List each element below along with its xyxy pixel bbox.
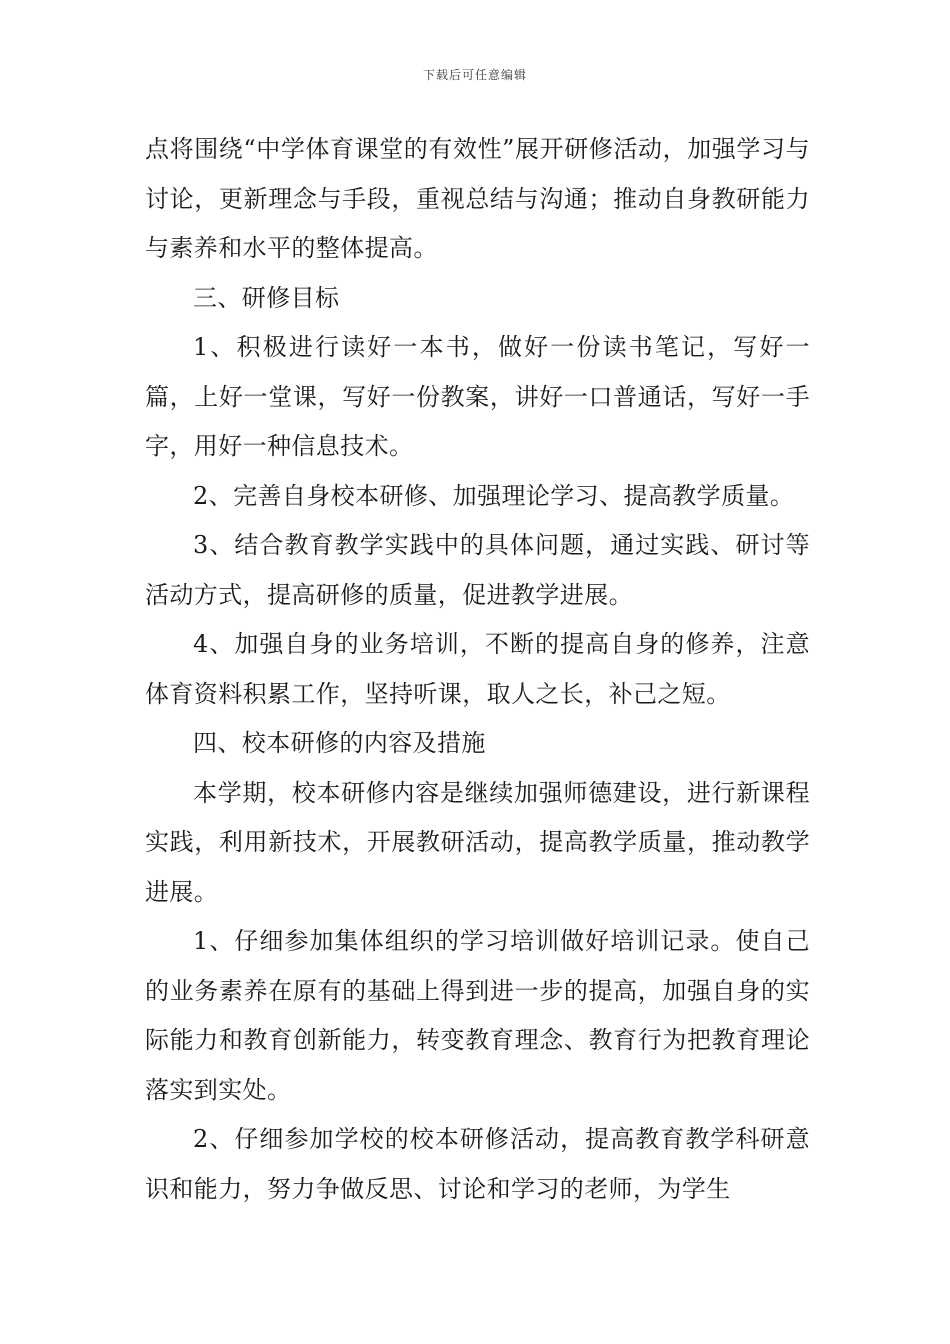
page-header-note: 下载后可任意编辑 <box>422 68 527 82</box>
paragraph: 3、结合教育教学实践中的具体问题，通过实践、研讨等活动方式，提高研修的质量，促进教学进展。 <box>145 531 810 609</box>
paragraph: 1、仔细参加集体组织的学习培训做好培训记录。使自己的业务素养在原有的基础上得到进一步的提高，加强自身的实际能力和教育创新能力，转变教育理念、教育行为把教育理论落实到实处。 <box>145 927 810 1104</box>
paragraph: 2、仔细参加学校的校本研修活动，提高教育教学科研意识和能力，努力争做反思、讨论和学习的老师，为学生 <box>145 1125 810 1203</box>
paragraph: 2、完善自身校本研修、加强理论学习、提高教学质量。 <box>193 481 795 510</box>
paragraph: 4、加强自身的业务培训，不断的提高自身的修养，注意体育资料积累工作，坚持听课，取人之长，补己之短。 <box>145 630 810 708</box>
section-heading: 四、校本研修的内容及措施 <box>193 729 486 757</box>
paragraph: 本学期，校本研修内容是继续加强师德建设，进行新课程实践，利用新技术，开展教研活动，提高教学质量，推动教学进展。 <box>145 778 810 906</box>
section-heading: 三、研修目标 <box>193 283 340 312</box>
paragraph: 1、积极进行读好一本书，做好一份读书笔记，写好一篇，上好一堂课，写好一份教案，讲好一口普通话，写好一手字，用好一种信息技术。 <box>145 333 810 460</box>
paragraph: 点将围绕“中学体育课堂的有效性”展开研修活动，加强学习与讨论，更新理念与手段，重视总结与沟通；推动自身教研能力与素养和水平的整体提高。 <box>145 135 810 262</box>
document-body <box>145 125 810 1214</box>
